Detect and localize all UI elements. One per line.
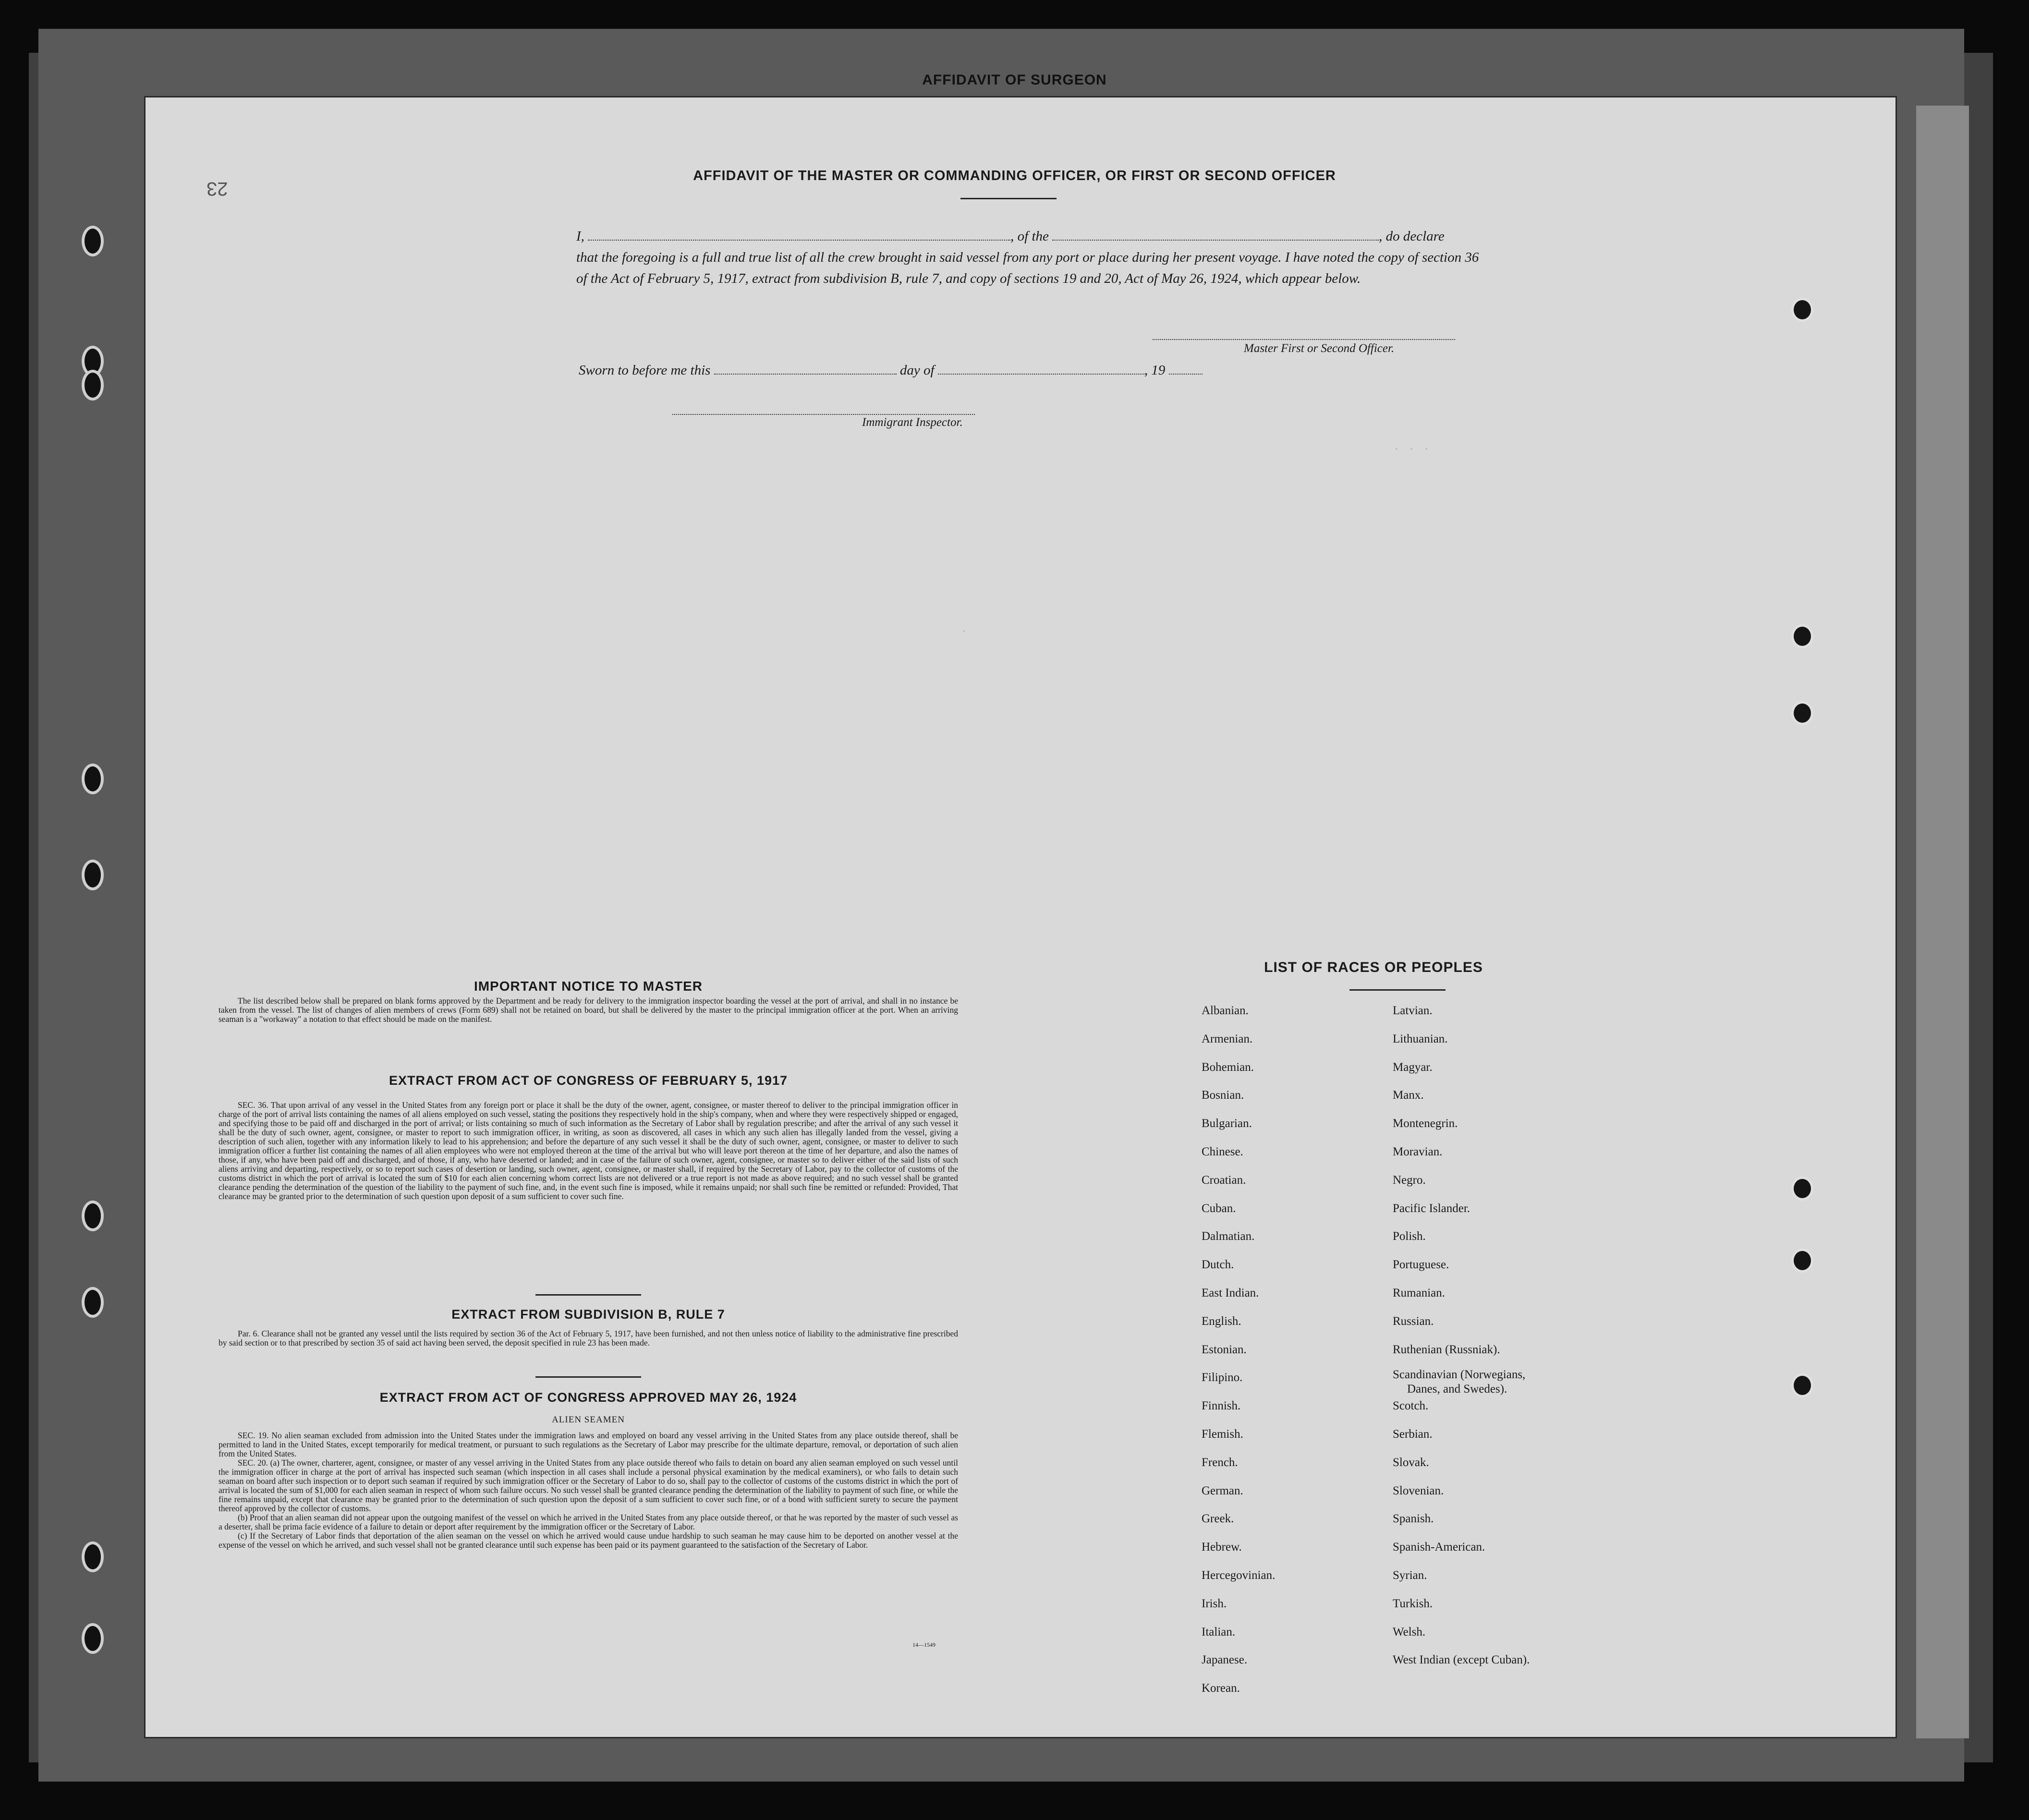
affidavit-of-the-label: , of the: [1010, 229, 1049, 244]
sworn-day-of-label: day of: [899, 363, 935, 378]
extract-1924-title: EXTRACT FROM ACT OF CONGRESS APPROVED MAY 26, 1924: [379, 1390, 797, 1405]
affidavit-declare-label: , do declare: [1379, 229, 1445, 244]
divider: [1349, 989, 1446, 991]
master-signature-line[interactable]: [1153, 339, 1455, 340]
race-item: Bohemian.: [1202, 1060, 1254, 1074]
affidavit-i-label: I,: [576, 229, 584, 244]
binder-hole: [82, 1201, 104, 1231]
binder-hole: [82, 226, 104, 256]
extract-1917-text: SEC. 36. That upon arrival of any vessel in the United States from any foreign port or place it shall be the duty of the owner, agent, consignee, or master thereof to deliver to the principal immigration officer in charge of the port of arrival lists containing the names of all aliens employed on such vessel, stating the positions they respectively hold in the ship's company, when and where they were respectively shipped or engaged, and specifying those to be paid off and discharged in the port of arrival; or lists containing so much of such information as the Secretary of Labor shall by regulation prescribe; and after the arrival of any such vessel it shall be the duty of such owner, agent, consignee, or master to report to such immigration officer, in writing, as soon as discovered, all cases in which any such alien has illegally landed from the vessel, giving a description of such alien, together with any information likely to lead to his apprehension; and before the departure of any such vessel it shall be the duty of such owner, agent, consignee, or master to deliver to such immigration officer a further list containing the names of all alien employees who were not employed thereon at the time of the arrival but who will leave port thereon at the time of her departure, and also the names of those, if any, who have been paid off and discharged, and of those, if any, who have deserted or landed; and in case of the failure of such owner, agent, consignee, or master so to deliver either of the said lists of such aliens arriving and departing, respectively, or so to report such cases of desertion or landing, such owner, agent, consignee, or master shall, if required by the Secretary of Labor, pay to the collector of customs of the customs district in which the port of arrival is located the sum of $10 for each alien concerning whom correct lists are not delivered or a true report is not made as above required; and no such vessel shall be granted clearance pending the determination of the question of the liability to the payment of such fine, and, in the event such fine is imposed, while it remains unpaid; nor shall such fine be remitted or refunded: Provided, That clearance may be granted prior to the determination of such question upon deposit of a sum sufficient to cover such fine.: [219, 1100, 958, 1201]
binder-hole: [1791, 298, 1813, 322]
race-item: Korean.: [1202, 1682, 1240, 1695]
binder-hole: [82, 1623, 104, 1654]
sworn-year-blank[interactable]: [1169, 364, 1203, 375]
vessel-blank[interactable]: [1052, 229, 1379, 241]
bleed-through-mark: · · ·: [1393, 442, 1431, 456]
binder-hole: [1791, 1177, 1813, 1201]
name-blank[interactable]: [588, 229, 1010, 241]
binder-hole: [1791, 1373, 1813, 1397]
inspector-signature-line[interactable]: [672, 414, 975, 415]
race-item: Greek.: [1202, 1512, 1234, 1526]
race-item: Italian.: [1202, 1625, 1236, 1638]
notice-title: IMPORTANT NOTICE TO MASTER: [474, 979, 703, 994]
binder-hole: [1791, 701, 1813, 725]
race-item: Bulgarian.: [1202, 1117, 1252, 1130]
race-item: Irish.: [1202, 1597, 1227, 1610]
sworn-day-blank[interactable]: [714, 364, 897, 375]
race-item: Spanish.: [1393, 1512, 1434, 1526]
race-item: Turkish.: [1393, 1597, 1433, 1610]
race-item: Russian.: [1393, 1314, 1434, 1328]
race-item: German.: [1202, 1484, 1243, 1497]
race-item: East Indian.: [1202, 1286, 1259, 1299]
race-item: Slovenian.: [1393, 1484, 1444, 1497]
extract-1924-sec20a: SEC. 20. (a) The owner, charterer, agent, consignee, or master of any vessel arriving in the United States from any place outside thereof who fails to detain on board any alien seaman employed on such vessel until the immigration officer in charge at the port of arrival has inspected such seaman (which inspection in all cases shall include a personal physical examination by the medical examiners), or who fails to detain such seaman on board after such inspection or to deport such seaman if required by such immigration officer or the Secretary of Labor to do so, shall pay to the collector of customs of the customs district in which the port of arrival is located the sum of $1,000 for each alien seaman in respect of whom such failure occurs. No such vessel shall be granted clearance pending the determination of the liability to payment of such fine, or while the fine remains unpaid, except that clearance may be granted prior to the determination of such question upon the deposit of a sum sufficient to cover such fine, or of a bond with sufficient surety to secure the payment thereof approved by the collector of customs.: [219, 1458, 958, 1513]
notice-text: The list described below shall be prepared on blank forms approved by the Department and be ready for delivery to the immigration inspector boarding the vessel at the port of arrival, and shall in no instance be taken from the vessel. The list of changes of alien members of crews (Form 689) shall not be retained on board, but shall be delivered by the master to the principal immigration officer at the port. When an arriving seaman is a "workaway" a notation to that effect should be made on the manifest.: [219, 996, 958, 1024]
race-item: Magyar.: [1393, 1060, 1433, 1074]
background-sheet-edge: [1916, 106, 1969, 1738]
race-item: Dutch.: [1202, 1258, 1234, 1272]
race-item: Hebrew.: [1202, 1541, 1242, 1554]
race-item: Latvian.: [1393, 1004, 1433, 1017]
affidavit-title: AFFIDAVIT OF THE MASTER OR COMMANDING OFFICER, OR FIRST OR SECOND OFFICER: [693, 168, 1336, 183]
binder-hole: [82, 1541, 104, 1572]
race-item: West Indian (except Cuban).: [1393, 1653, 1530, 1667]
race-item: Spanish-American.: [1393, 1541, 1485, 1554]
race-item: Pacific Islander.: [1393, 1201, 1470, 1215]
race-item: Negro.: [1393, 1173, 1426, 1187]
race-item: Flemish.: [1202, 1428, 1243, 1441]
surgeon-affidavit-header: AFFIDAVIT OF SURGEON: [922, 72, 1107, 88]
extract-rule7-title: EXTRACT FROM SUBDIVISION B, RULE 7: [451, 1307, 725, 1322]
divider: [960, 198, 1057, 199]
race-item: Manx.: [1393, 1089, 1424, 1102]
race-item: Scotch.: [1393, 1399, 1429, 1413]
race-item: Scandinavian (Norwegians,: [1393, 1368, 1526, 1382]
race-item: Bosnian.: [1202, 1089, 1244, 1102]
race-item: Finnish.: [1202, 1399, 1241, 1413]
affidavit-line-1: [576, 226, 1479, 247]
form-number: 14—1549: [912, 1641, 936, 1648]
divider: [535, 1294, 641, 1296]
race-item: English.: [1202, 1314, 1241, 1328]
race-item: Slovak.: [1393, 1456, 1429, 1469]
sworn-month-blank[interactable]: [938, 364, 1144, 375]
race-item: Estonian.: [1202, 1343, 1247, 1356]
binder-hole: [82, 370, 104, 400]
race-item: Welsh.: [1393, 1625, 1426, 1638]
extract-1924-sec19: SEC. 19. No alien seaman excluded from admission into the United States under the immigration laws and employed on board any vessel arriving in the United States from any place outside thereof, shall be permitted to land in the United States, except temporarily for medical treatment, or pursuant to such regulations as the Secretary of Labor may prescribe for the ultimate departure, removal, or deportation of such alien from the United States.: [219, 1431, 958, 1458]
binder-hole: [1791, 1249, 1813, 1273]
race-item: Lithuanian.: [1393, 1032, 1448, 1045]
race-item: Chinese.: [1202, 1145, 1243, 1158]
race-item: Albanian.: [1202, 1004, 1249, 1017]
extract-rule7-text: Par. 6. Clearance shall not be granted any vessel until the lists required by section 36 of the Act of February 5, 1917, have been furnished, and not then unless notice of liability to the administrative fine prescribed by said section or to that prescribed by section 35 of said act having been served, the deposit specified in rule 23 has been made.: [219, 1329, 958, 1347]
race-item: Portuguese.: [1393, 1258, 1449, 1272]
race-item: Polish.: [1393, 1230, 1426, 1243]
races-title: LIST OF RACES OR PEOPLES: [1264, 959, 1483, 975]
extract-1917-body: [219, 1101, 958, 1201]
binder-hole: [82, 764, 104, 794]
binder-hole: [82, 1287, 104, 1318]
inspector-signature-label: Immigrant Inspector.: [862, 416, 963, 429]
divider: [535, 1376, 641, 1378]
race-item: Croatian.: [1202, 1173, 1246, 1187]
binder-hole: [82, 860, 104, 890]
sworn-prefix: Sworn to before me this: [579, 363, 711, 378]
master-signature-label: Master First or Second Officer.: [1244, 342, 1395, 355]
race-item: Filipino.: [1202, 1371, 1243, 1384]
notice-body: [219, 996, 958, 1024]
extract-1924-sec20b: (b) Proof that an alien seaman did not appear upon the outgoing manifest of the vessel on which he arrived in the United States from any place outside thereof, or that he was reported by the master of such vessel as a deserter, shall be prima facie evidence of a failure to detain or deport after requirement by the immigration officer or the Secretary of Labor.: [219, 1513, 958, 1531]
race-item: French.: [1202, 1456, 1238, 1469]
sworn-year-label: , 19: [1144, 363, 1166, 378]
race-item: Syrian.: [1393, 1569, 1427, 1582]
affidavit-text: that the foregoing is a full and true list of all the crew brought in said vessel from any port or place during her present voyage. I have noted the copy of section 36 of the Act of February 5, 1917, extract from subdivision B, rule 7, and copy of sections 19 and 20, Act of May 26, 1924, which appear below.: [576, 250, 1479, 286]
race-item: Ruthenian (Russniak).: [1393, 1343, 1500, 1356]
extract-1924-body: [219, 1431, 958, 1550]
race-item: Montenegrin.: [1393, 1117, 1458, 1130]
bleed-through-mark: ·: [960, 624, 968, 639]
page-number: 23: [207, 178, 228, 199]
binder-hole: [1791, 624, 1813, 648]
race-item: Armenian.: [1202, 1032, 1253, 1045]
race-item: Japanese.: [1202, 1653, 1248, 1667]
race-item: Dalmatian.: [1202, 1230, 1255, 1243]
extract-1924-sec20c: (c) If the Secretary of Labor finds that deportation of the alien seaman on the vessel on which he arrived would cause undue hardship to such seaman he may cause him to be deported on another vessel at the expense of the vessel on which he arrived, and such vessel shall not be granted clearance until such expense has been paid or its payment guaranteed to the satisfaction of the Secretary of Labor.: [219, 1531, 958, 1550]
race-item: Hercegovinian.: [1202, 1569, 1276, 1582]
extract-rule7-body: [219, 1329, 958, 1347]
extract-1917-title: EXTRACT FROM ACT OF CONGRESS OF FEBRUARY 5, 1917: [389, 1073, 788, 1088]
race-item: Danes, and Swedes).: [1407, 1383, 1507, 1396]
race-item: Serbian.: [1393, 1428, 1433, 1441]
race-item: Cuban.: [1202, 1201, 1236, 1215]
extract-1924-subtitle: ALIEN SEAMEN: [552, 1415, 625, 1425]
race-item: Rumanian.: [1393, 1286, 1446, 1299]
affidavit-statement: [576, 226, 1479, 289]
sworn-line: [579, 363, 1203, 378]
race-item: Moravian.: [1393, 1145, 1443, 1158]
